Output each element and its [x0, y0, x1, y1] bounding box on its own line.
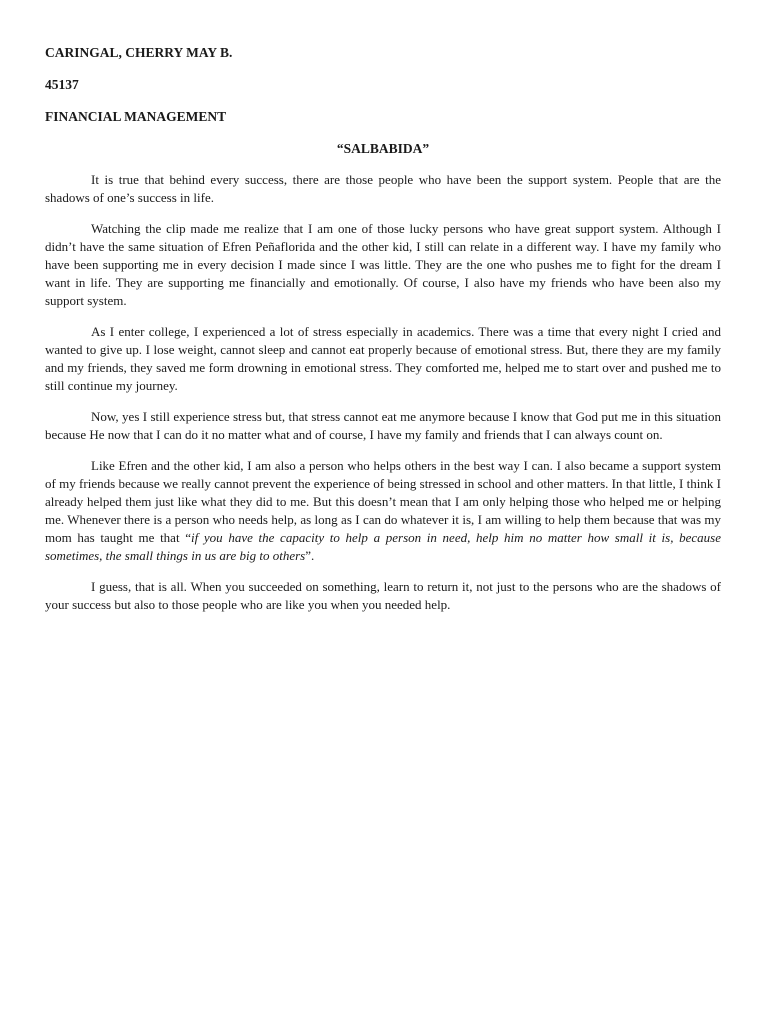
paragraph-3: As I enter college, I experienced a lot of stress especially in academics. There was a time that every night I cried and wanted to give up. I lose weight, cannot sleep and cannot eat properly because of emotional stress. But, there they are my family and my friends, they saved me form drowning in emotional stress. They comforted me, helped me to start over and pushed me to still continue my journey.	[45, 324, 721, 393]
author-name: CARINGAL, CHERRY MAY B.	[45, 45, 233, 60]
paragraph-5-text: Like Efren and the other kid, I am also a person who helps others in the best way I can. I also became a support system of my friends because we really cannot prevent the experience of being stressed in school and other matters. In that little, I think I already helped them just like what they did to me. But this doesn’t mean that I am only helping those who helped me or helping me. Whenever there is a person who needs help, as long as I can do whatever it is, I am willing to help them because that was my mom has taught me that “	[45, 458, 721, 545]
paragraph-2: Watching the clip made me realize that I am one of those lucky persons who have great support system. Although I didn’t have the same situation of Efren Peñaflorida and the other kid, I still can relate in a different way. I have my family who have been supporting me in every decision I made since I was little. They are the one who pushes me to fight for the dream I want in life. They are supporting me financially and emotionally. Of course, I also have my friends who have been also my support system.	[45, 221, 721, 308]
essay-title: “SALBABIDA”	[336, 141, 430, 156]
paragraph-6: I guess, that is all. When you succeeded on something, learn to return it, not just to the persons who are the shadows of your success but also to those people who are like you when you needed help.	[45, 579, 721, 612]
student-id: 45137	[45, 77, 79, 92]
paragraph-1: It is true that behind every success, there are those people who have been the support system. People that are the shadows of one’s success in life.	[45, 172, 721, 205]
document-page	[45, 44, 721, 627]
mom-quote: if you have the capacity to help a person in need, help him no matter how small it is, because sometimes, the small things in us are big to others	[45, 530, 721, 563]
paragraph-5	[45, 457, 721, 565]
course-title: FINANCIAL MANAGEMENT	[45, 109, 227, 124]
paragraph-4: Now, yes I still experience stress but, that stress cannot eat me anymore because I know that God put me in this situation because He now that I can do it no matter what and of course, I have my family and friends that I can always count on.	[45, 409, 721, 442]
quote-close: ”.	[305, 548, 315, 563]
